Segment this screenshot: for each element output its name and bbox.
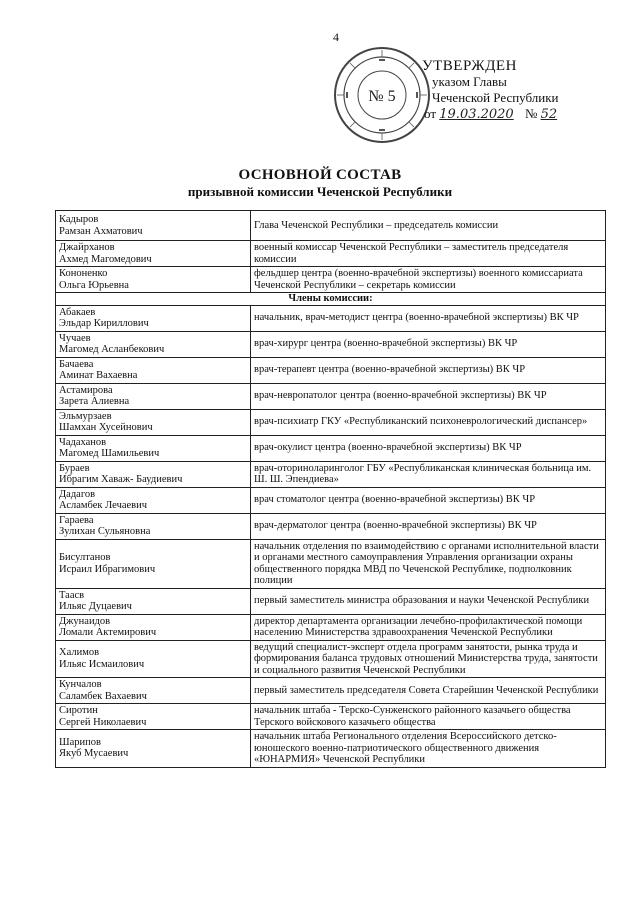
table-row (56, 305, 606, 331)
member-name: Кононенко Ольга Юрьевна (56, 267, 251, 293)
member-name: Бачаева Аминат Вахаевна (56, 357, 251, 383)
member-name: Шарипов Якуб Мусаевич (56, 730, 251, 768)
member-role: врач стоматолог центра (военно-врачебной экспертизы) ВК ЧР (251, 487, 606, 513)
approval-title: УТВЕРЖДЕН (422, 58, 517, 74)
member-role: врач-терапевт центра (военно-врачебной экспертизы) ВК ЧР (251, 357, 606, 383)
table-row (56, 461, 606, 487)
member-role: врач-невропатолог центра (военно-врачебной экспертизы) ВК ЧР (251, 383, 606, 409)
table-row (56, 678, 606, 704)
member-role: первый заместитель председателя Совета Старейшин Чеченской Республики (251, 678, 606, 704)
member-role: врач-оториноларинголог ГБУ «Республиканская клиническая больница им. Ш. Ш. Эпендиева» (251, 461, 606, 487)
member-name: Кунчалов Саламбек Вахаевич (56, 678, 251, 704)
member-name: Астамирова Зарета Алиевна (56, 383, 251, 409)
table-row (56, 211, 606, 241)
member-name: Сиротин Сергей Николаевич (56, 704, 251, 730)
member-name: Эльмурзаев Шамхан Хусейнович (56, 409, 251, 435)
table-row (56, 331, 606, 357)
member-name: Халимов Ильяс Исмаилович (56, 640, 251, 678)
member-role: врач-хирург центра (военно-врачебной экспертизы) ВК ЧР (251, 331, 606, 357)
stamp-number: № 5 (368, 88, 396, 105)
table-row (56, 487, 606, 513)
commission-table (55, 210, 606, 768)
members-list (56, 305, 606, 767)
table-row (56, 640, 606, 678)
section-header-row (56, 293, 606, 306)
member-role: начальник штаба Регионального отделения Всероссийского детско-юношеского военно-патриотического общественного движения «ЮНАРМИЯ» Чеченской Республики (251, 730, 606, 768)
document-subtitle: призывной комиссии Чеченской Республики (187, 184, 453, 199)
member-role: ведущий специалист-эксперт отдела программ занятости, рынка труда и формирования баланса трудовых отношений Министерства труда, занятости и социального развития Чеченской Республики (251, 640, 606, 678)
table-row (56, 357, 606, 383)
member-name: Бураев Ибрагим Хаваж- Баудиевич (56, 461, 251, 487)
member-role: директор департамента организации лечебно-профилактической помощи населению Министерства здравоохранения Чеченской Республики (251, 614, 606, 640)
member-name: Дадагов Асламбек Лечаевич (56, 487, 251, 513)
approval-number: 52 (540, 107, 558, 122)
member-name: Чучаев Магомед Асланбекович (56, 331, 251, 357)
table-row (56, 588, 606, 614)
table-row (56, 435, 606, 461)
member-role: врач-окулист центра (военно-врачебной экспертизы) ВК ЧР (251, 435, 606, 461)
document-title: ОСНОВНОЙ СОСТАВ (238, 167, 402, 183)
table-row (56, 704, 606, 730)
approval-number-prefix: № (524, 106, 538, 121)
table-row (56, 241, 606, 267)
table-row (56, 539, 606, 588)
table-row (56, 614, 606, 640)
member-role: начальник штаба - Терско-Сунженского районного казачьего общества Терского войскового казачьего общества (251, 704, 606, 730)
table-row (56, 383, 606, 409)
member-name: Джайрханов Ахмед Магомедович (56, 241, 251, 267)
member-name: Чадаханов Магомед Шамильевич (56, 435, 251, 461)
member-role: военный комиссар Чеченской Республики – заместитель председателя комиссии (251, 241, 606, 267)
approval-line-1: указом Главы (432, 74, 507, 89)
official-stamp-icon (332, 45, 432, 145)
table-row (56, 267, 606, 293)
member-role: начальник отделения по взаимодействию с органами исполнительной власти и органами местного самоуправления Управления организации охраны общественного порядка МВД по Чеченской Республике, подполковник полиции (251, 539, 606, 588)
member-role: врач-психиатр ГКУ «Республиканский психоневрологический диспансер» (251, 409, 606, 435)
approval-date-prefix: от (424, 106, 437, 121)
page-number: 4 (333, 30, 339, 44)
member-name: Таасв Ильяс Дуцаевич (56, 588, 251, 614)
member-name: Гараева Зулихан Сульяновна (56, 513, 251, 539)
table-row (56, 730, 606, 768)
member-name: Кадыров Рамзан Ахматович (56, 211, 251, 241)
member-role: начальник, врач-методист центра (военно-врачебной экспертизы) ВК ЧР (251, 305, 606, 331)
approval-date: 19.03.2020 (439, 107, 514, 122)
member-name: Джунаидов Ломали Актемирович (56, 614, 251, 640)
member-role: врач-дерматолог центра (военно-врачебной экспертизы) ВК ЧР (251, 513, 606, 539)
members-header: Члены комиссии: (56, 293, 606, 306)
member-role: Глава Чеченской Республики – председатель комиссии (251, 211, 606, 241)
table-row (56, 409, 606, 435)
member-name: Бисултанов Исраил Ибрагимович (56, 539, 251, 588)
member-name: Абакаев Эльдар Кириллович (56, 305, 251, 331)
table-row (56, 513, 606, 539)
member-role: первый заместитель министра образования и науки Чеченской Республики (251, 588, 606, 614)
approval-block (422, 58, 559, 123)
member-role: фельдшер центра (военно-врачебной экспертизы) военного комиссариата Чеченской Республики – секретарь комиссии (251, 267, 606, 293)
approval-line-2: Чеченской Республики (432, 90, 559, 105)
